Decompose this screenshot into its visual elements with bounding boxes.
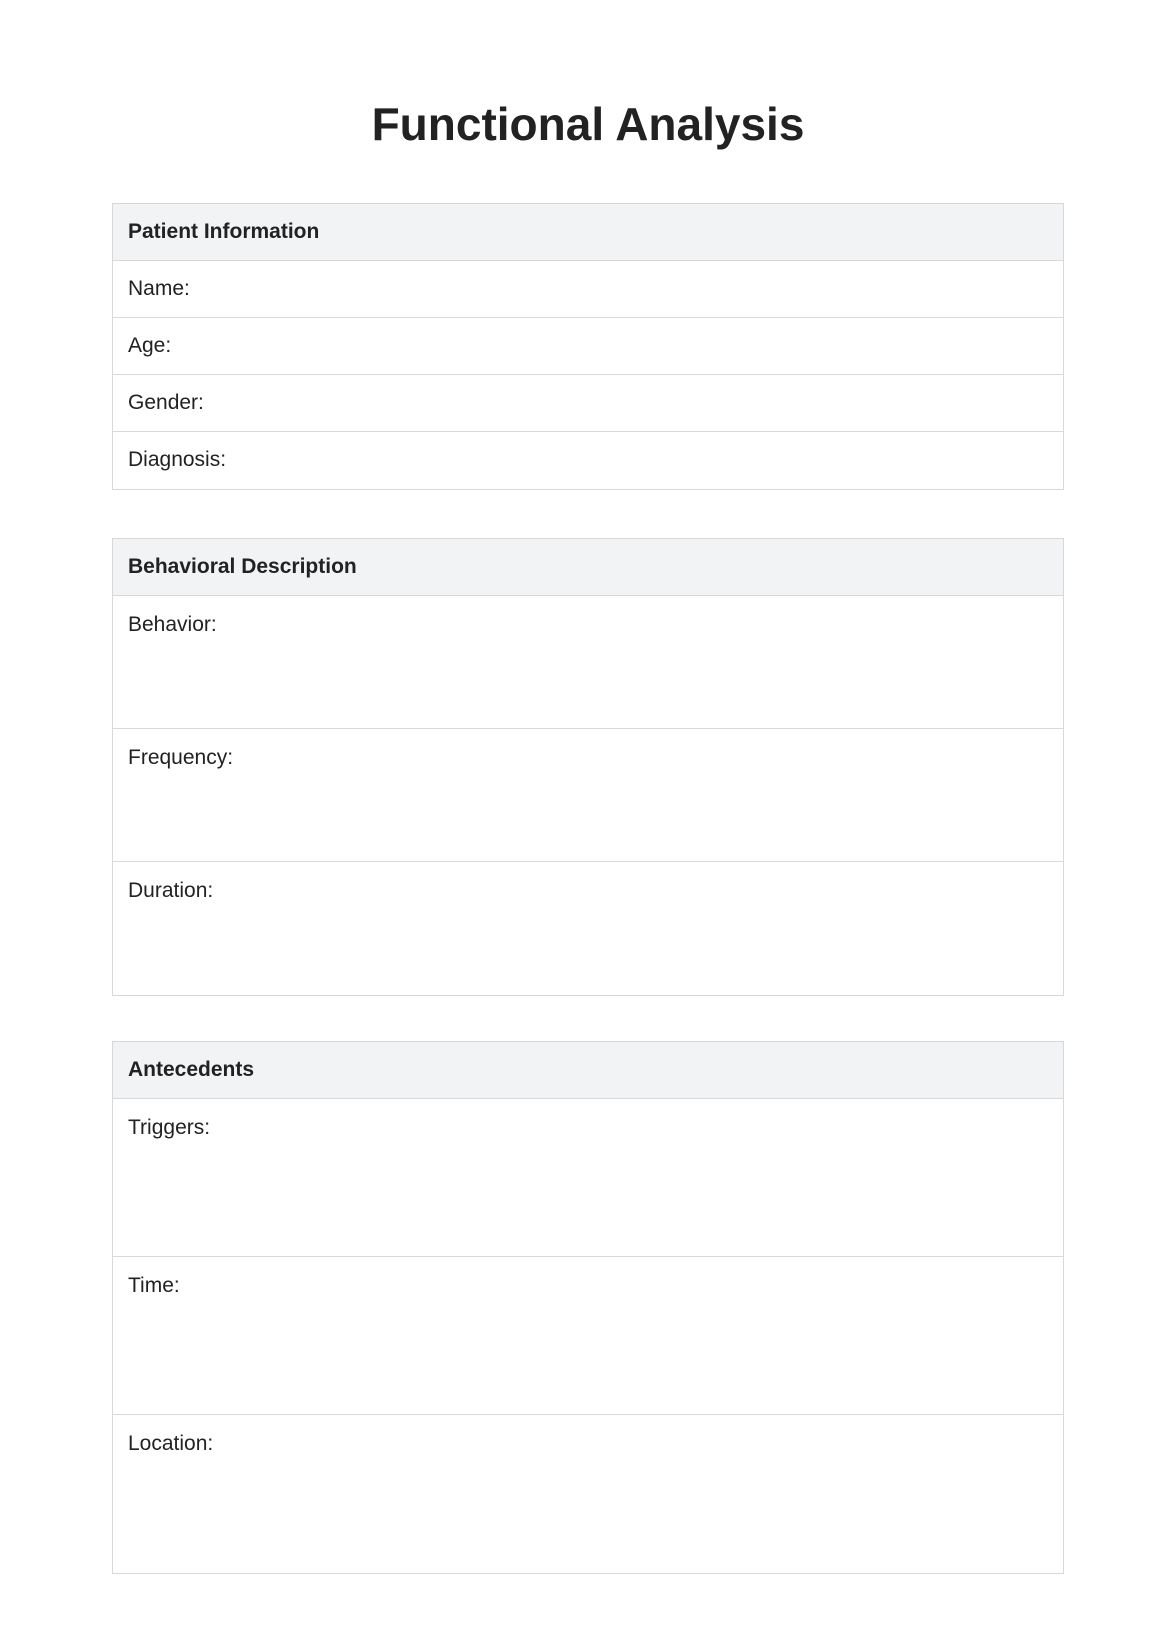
frequency-field[interactable]: Frequency:: [113, 729, 1063, 862]
diagnosis-field[interactable]: Diagnosis:: [128, 448, 227, 471]
duration-field[interactable]: Duration:: [128, 879, 214, 902]
patient-information-section: [112, 203, 1064, 490]
page-title: Functional Analysis: [371, 98, 805, 150]
section-header: Patient Information: [113, 204, 1063, 261]
behavioral-description-section: [112, 538, 1064, 996]
triggers-field[interactable]: Triggers:: [113, 1099, 1063, 1257]
antecedents-section: [112, 1041, 1064, 1574]
section-header: Behavioral Description: [113, 539, 1063, 596]
location-field[interactable]: Location:: [128, 1432, 214, 1455]
time-field[interactable]: Time:: [113, 1257, 1063, 1415]
section-header: Antecedents: [113, 1042, 1063, 1099]
behavior-field[interactable]: Behavior:: [113, 596, 1063, 729]
age-field[interactable]: Age:: [113, 318, 1063, 375]
gender-field[interactable]: Gender:: [113, 375, 1063, 432]
name-field[interactable]: Name:: [113, 261, 1063, 318]
